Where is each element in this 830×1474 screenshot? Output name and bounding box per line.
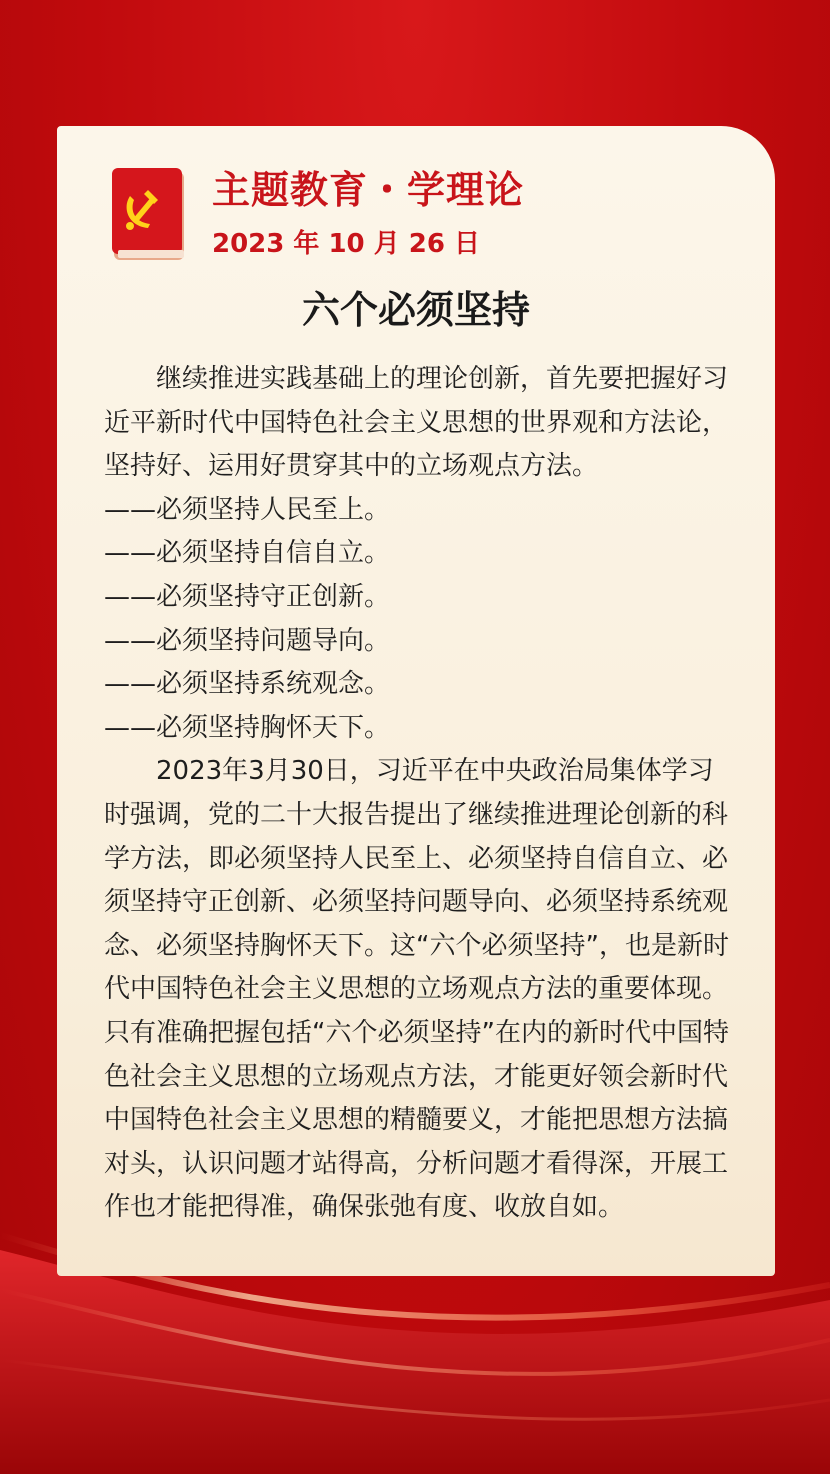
article-title: 六个必须坚持: [301, 288, 530, 332]
header-date: 2023 年 10 月 26 日: [212, 229, 480, 259]
party-emblem-book-icon: [110, 166, 190, 266]
list-item: ——必须坚持问题导向。: [104, 625, 391, 656]
list-item: ——必须坚持人民至上。: [104, 494, 391, 525]
article-content: [104, 358, 736, 1230]
list-item: ——必须坚持胸怀天下。: [104, 712, 391, 743]
header-title: 主题教育・学理论: [212, 168, 525, 212]
article-body: 2023年3月30日，习近平在中央政治局集体学习时强调，党的二十大报告提出了继续推进理论创新的科学方法，即必须坚持人民至上、必须坚持自信自立、必须坚持守正创新、必须坚持问题导向、必须坚持系统观念、必须坚持胸怀天下。这“六个必须坚持”，也是新时代中国特色社会主义思想的立场观点方法的重要体现。只有准确把握包括“六个必须坚持”在内的新时代中国特色社会主义思想的立场观点方法，才能更好领会新时代中国特色社会主义思想的精髓要义，才能把思想方法搞对头，认识问题才站得高，分析问题才看得深，开展工作也才能把得准，确保张弛有度、收放自如。: [104, 756, 729, 1223]
list-item: ——必须坚持系统观念。: [104, 669, 391, 700]
article-intro: 继续推进实践基础上的理论创新，首先要把握好习近平新时代中国特色社会主义思想的世界观和方法论，坚持好、运用好贯穿其中的立场观点方法。: [104, 364, 729, 482]
list-item: ——必须坚持守正创新。: [104, 581, 391, 612]
list-item: ——必须坚持自信自立。: [104, 538, 391, 569]
